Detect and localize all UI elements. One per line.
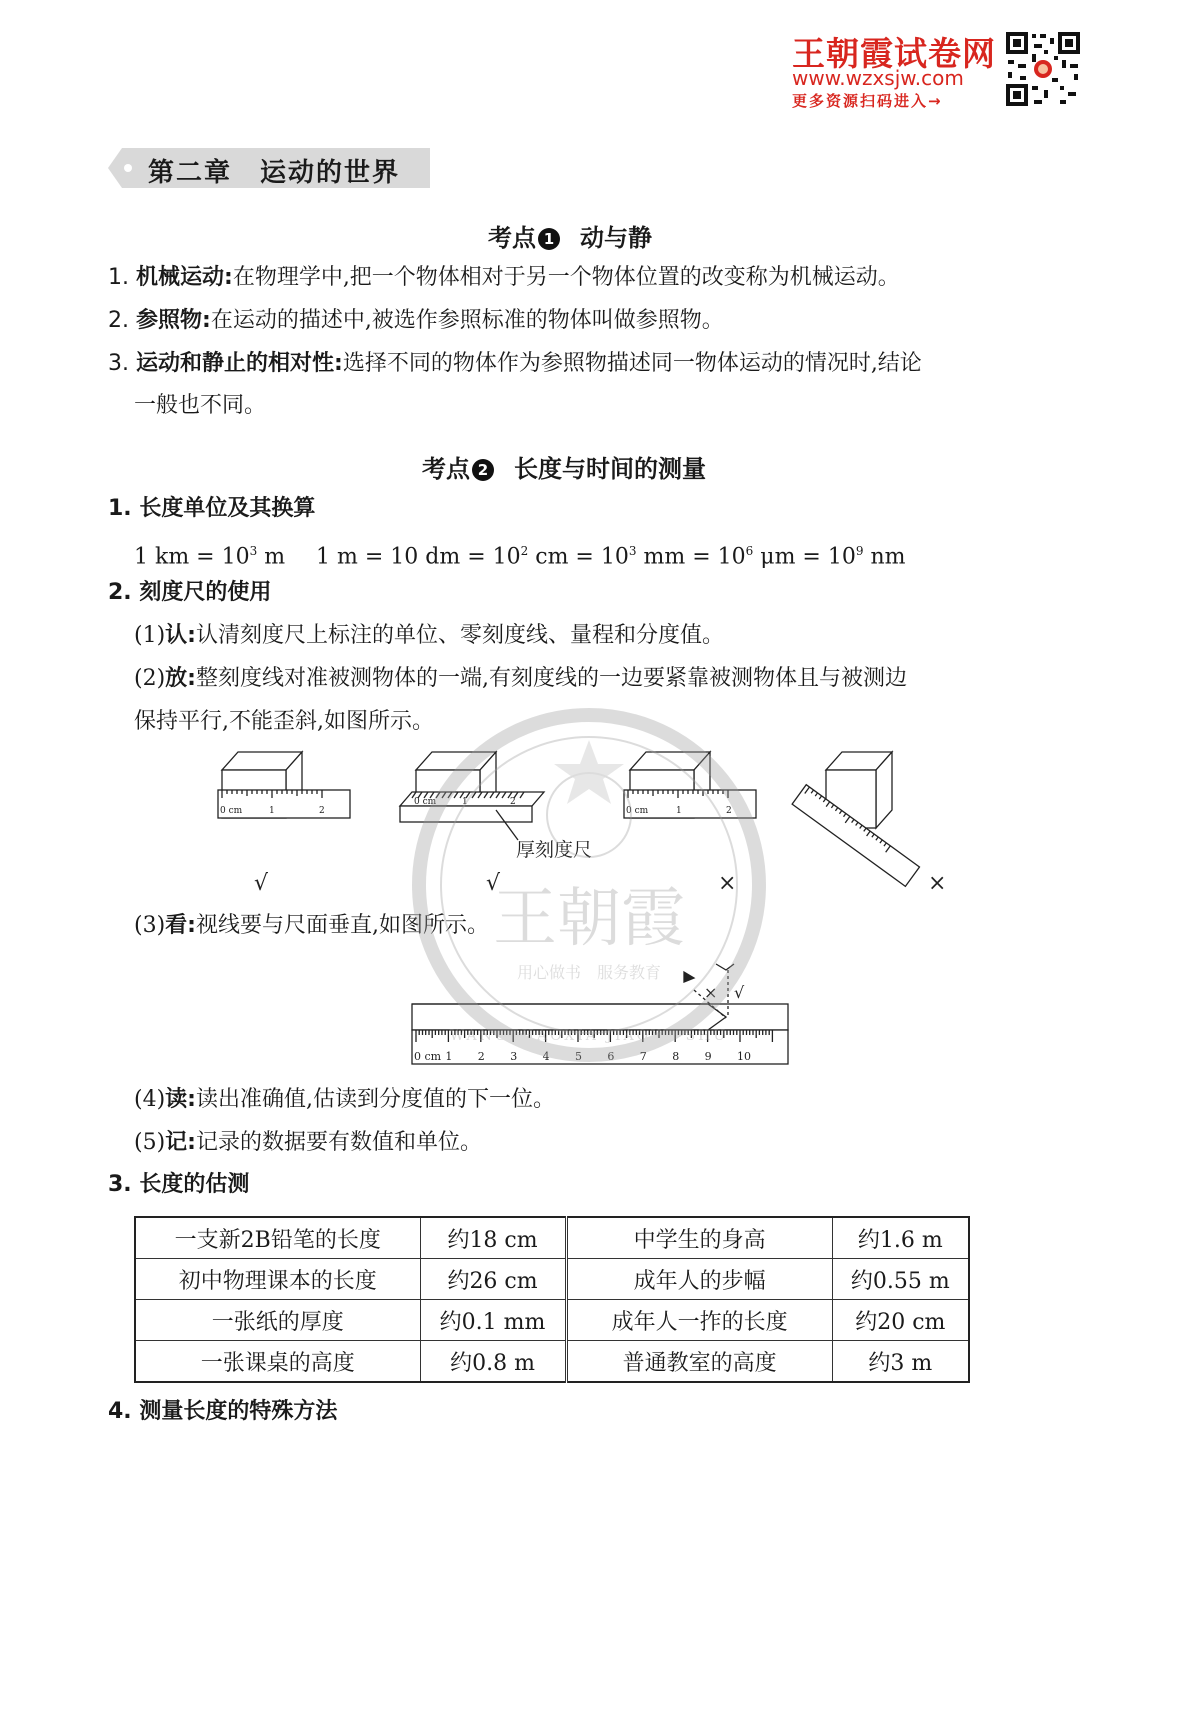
brand-name: 王朝霞试卷网: [792, 34, 996, 73]
ruler-step-1: [134, 621, 724, 651]
table-cell-estimate: 约0.1 mm: [420, 1300, 566, 1341]
step-label: 读:: [165, 1087, 196, 1112]
tick-1: 1: [462, 797, 468, 807]
section-number-badge: 1: [538, 228, 560, 250]
s2-item-2-heading: 2. 刻度尺的使用: [108, 580, 272, 605]
s2-item-3-heading: 3. 长度的估测: [108, 1172, 250, 1197]
tick-2: 2: [319, 806, 325, 816]
tick-2: 2: [510, 797, 516, 807]
view-tick-label: 0 cm: [414, 1050, 442, 1063]
step-number: (4): [134, 1087, 166, 1112]
s2-item-4-heading: 4. 测量长度的特殊方法: [108, 1399, 338, 1424]
conv-text: 1 m = 10 dm = 10: [316, 544, 521, 570]
brand-more-link[interactable]: 更多资源扫码进入→: [792, 92, 943, 110]
item-number: 1.: [108, 265, 129, 290]
table-cell-estimate: 约26 cm: [420, 1259, 566, 1300]
table-cell-estimate: 约3 m: [832, 1341, 969, 1383]
view-tick-label: 1: [445, 1050, 453, 1063]
item-text: 选择不同的物体作为参照物描述同一物体运动的情况时,结论: [342, 351, 922, 376]
table-cell-estimate: 约1.6 m: [832, 1217, 969, 1259]
watermark-name: 王朝霞: [493, 882, 685, 956]
s1-item-1: [108, 263, 900, 293]
s2-item-1-heading: 1. 长度单位及其换算: [108, 496, 316, 521]
conv-text: cm = 10: [528, 544, 629, 570]
view-tick-label: 8: [672, 1050, 680, 1063]
watermark-slogan: 用心做书 服务教育: [516, 963, 662, 982]
ruler-step-5: [134, 1128, 482, 1158]
s1-item-2: [108, 306, 724, 336]
tick-1: 1: [676, 806, 682, 816]
view-tick-label: 5: [575, 1050, 582, 1063]
conv-exp: 6: [745, 544, 754, 558]
step-number: (2): [134, 666, 166, 691]
mark-wrong-view: ×: [704, 983, 718, 1002]
tick-1: 1: [269, 806, 275, 816]
table-row: [135, 1341, 969, 1383]
view-tick-label: 3: [510, 1050, 518, 1063]
qr-code-icon[interactable]: [1004, 30, 1082, 108]
item-number: 3.: [108, 351, 129, 376]
step-number: (1): [134, 623, 166, 648]
brand-url[interactable]: www.wzxsjw.com: [792, 66, 964, 90]
step-label: 放:: [165, 666, 196, 691]
view-tick-label: 7: [639, 1050, 647, 1063]
table-row: [135, 1259, 969, 1300]
step-label: 记:: [165, 1130, 196, 1155]
chapter-title: 第二章 运动的世界: [148, 158, 401, 188]
table-cell-item: 中学生的身高: [566, 1217, 832, 1259]
unit-conversion-m: [316, 536, 906, 572]
table-cell-item: 普通教室的高度: [566, 1341, 832, 1383]
conv-exp: 2: [520, 544, 529, 558]
table-row: [135, 1217, 969, 1259]
table-row: [135, 1300, 969, 1341]
ruler-step-2-cont: 保持平行,不能歪斜,如图所示。: [134, 709, 434, 734]
tick-2: 2: [726, 806, 732, 816]
mark-correct-2: √: [486, 871, 501, 896]
view-tick-label: 4: [542, 1050, 550, 1063]
conv-text: μm = 10: [753, 544, 856, 570]
conv-text: nm: [863, 544, 906, 570]
table-cell-estimate: 约0.8 m: [420, 1341, 566, 1383]
table-cell-item: 成年人的步幅: [566, 1259, 832, 1300]
table-cell-item: 一支新2B铅笔的长度: [135, 1217, 420, 1259]
conv-exp: 9: [855, 544, 864, 558]
section-name: 动与静: [580, 224, 652, 252]
mark-wrong-1: ×: [718, 871, 737, 896]
item-label: 机械运动:: [136, 265, 233, 290]
section-title-2: [422, 449, 706, 484]
tick-zero: 0 cm: [626, 806, 649, 816]
section-prefix: 考点: [422, 455, 470, 483]
step-label: 认:: [165, 623, 196, 648]
mark-wrong-2: ×: [928, 871, 947, 896]
section-title-1: [488, 218, 652, 253]
item-label: 参照物:: [136, 308, 211, 333]
length-estimate-table: [134, 1216, 970, 1383]
ruler-step-2: [134, 664, 907, 694]
watermark-ring: WANGZHAOXIA JIAOYU SHU: [449, 1028, 729, 1044]
unit-conversion-km: [134, 536, 285, 572]
conv-text: 1 km = 10: [134, 544, 250, 570]
tick-zero: 0 cm: [414, 797, 437, 807]
conv-text: mm = 10: [636, 544, 746, 570]
conv-exp: 3: [628, 544, 637, 558]
table-cell-estimate: 约18 cm: [420, 1217, 566, 1259]
view-tick-label: 2: [477, 1050, 485, 1063]
step-label: 看:: [165, 913, 196, 938]
thick-ruler-label: 厚刻度尺: [516, 839, 593, 861]
tick-zero: 0 cm: [220, 806, 243, 816]
watermark-seal: [404, 700, 774, 1070]
section-number-badge: 2: [472, 459, 494, 481]
mark-right-view: √: [734, 983, 745, 1002]
s1-item-3-cont: 一般也不同。: [134, 393, 267, 418]
view-tick-label: 6: [607, 1050, 615, 1063]
step-text: 认清刻度尺上标注的单位、零刻度线、量程和分度值。: [195, 623, 724, 648]
item-number: 2.: [108, 308, 129, 333]
step-text: 记录的数据要有数值和单位。: [195, 1130, 482, 1155]
ruler-step-4: [134, 1085, 555, 1115]
conv-text: m: [257, 544, 286, 570]
step-text: 读出准确值,估读到分度值的下一位。: [195, 1087, 555, 1112]
table-cell-item: 一张课桌的高度: [135, 1341, 420, 1383]
step-number: (3): [134, 913, 166, 938]
mark-correct-1: √: [254, 871, 269, 896]
item-label: 运动和静止的相对性:: [136, 351, 343, 376]
step-text: 整刻度线对准被测物体的一端,有刻度线的一边要紧靠被测物体且与被测边: [195, 666, 907, 691]
item-text: 在物理学中,把一个物体相对于另一个物体位置的改变称为机械运动。: [232, 265, 900, 290]
table-cell-item: 成年人一拃的长度: [566, 1300, 832, 1341]
step-number: (5): [134, 1130, 166, 1155]
table-cell-estimate: 约0.55 m: [832, 1259, 969, 1300]
item-text: 在运动的描述中,被选作参照标准的物体叫做参照物。: [210, 308, 724, 333]
view-tick-label: 9: [704, 1050, 712, 1063]
section-prefix: 考点: [488, 224, 536, 252]
table-cell-item: 初中物理课本的长度: [135, 1259, 420, 1300]
s1-item-3: [108, 349, 922, 379]
fig-wrong-2: [792, 752, 919, 886]
conv-exp: 3: [249, 544, 258, 558]
section-name: 长度与时间的测量: [514, 455, 706, 483]
view-tick-label: 10: [737, 1050, 751, 1063]
step-text: 视线要与尺面垂直,如图所示。: [195, 913, 489, 938]
table-cell-item: 一张纸的厚度: [135, 1300, 420, 1341]
table-cell-estimate: 约20 cm: [832, 1300, 969, 1341]
